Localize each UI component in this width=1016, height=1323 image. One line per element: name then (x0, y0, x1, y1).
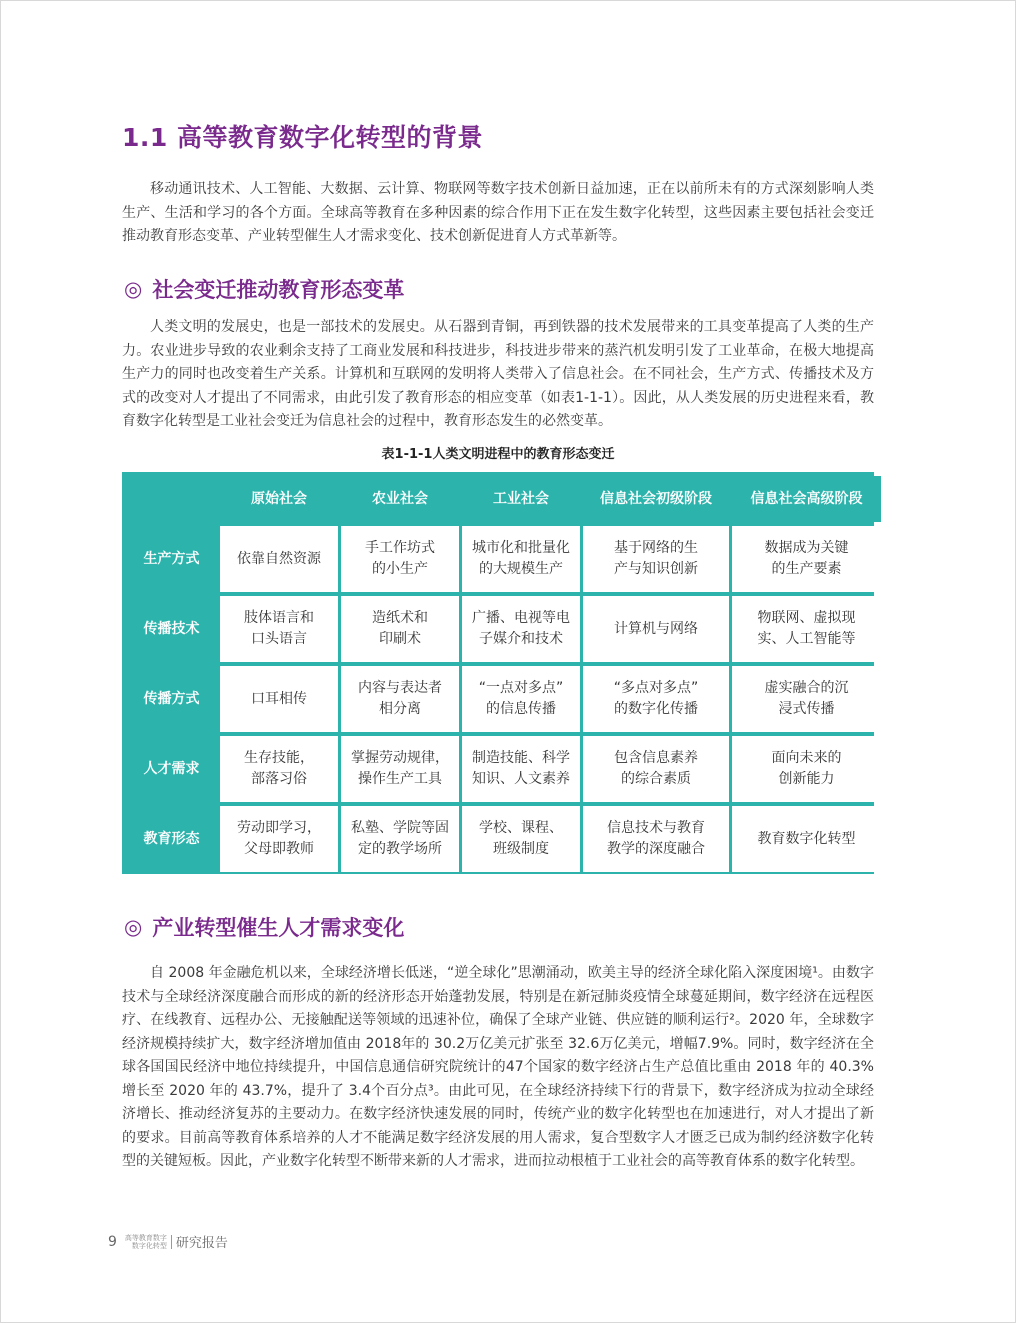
section1-paragraph: 人类文明的发展史，也是一部技术的发展史。从石器到青铜，再到铁器的技术发展带来的工具变革提高了人类的生产力。农业进步导致的农业剩余支持了工商业发展和科技进步，科技进步带来的蒸汽机发明引发了工业革命，在极大地提高生产力的同时也改变着生产关系。计算机和互联网的发明将人类带入了信息社会。在不同社会，生产方式、传播技术及方式的改变对人才提出了不同需求，由此引发了教育形态的相应变革（如表1-1-1）。因此，从人类发展的历史进程来看，教育数字化转型是工业社会变迁为信息社会的过程中，教育形态发生的必然变革。 (122, 319, 874, 429)
table-corner-cell (126, 476, 217, 522)
row-header: 教育形态 (126, 806, 217, 872)
table-cell: 包含信息素养 的综合素质 (583, 736, 729, 802)
table-cell: 口耳相传 (220, 666, 338, 732)
intro-paragraph: 移动通讯技术、人工智能、大数据、云计算、物联网等数字技术创新日益加速，正在以前所未有的方式深刻影响人类生产、生活和学习的各个方面。全球高等教育在多种因素的综合作用下正在发生数字化转型，这些因素主要包括社会变迁推动教育形态变革、产业转型催生人才需求变化、技术创新促进育人方式革新等。 (122, 181, 874, 244)
row-header: 传播方式 (126, 666, 217, 732)
column-header: 工业社会 (462, 476, 580, 522)
column-header: 信息社会初级阶段 (583, 476, 729, 522)
table-cell: 数据成为关键 的生产要素 (732, 526, 881, 592)
column-header: 农业社会 (341, 476, 459, 522)
table-cell: 虚实融合的沉 浸式传播 (732, 666, 881, 732)
table-cell: 物联网、虚拟现 实、人工智能等 (732, 596, 881, 662)
table-cell: 信息技术与教育 教学的深度融合 (583, 806, 729, 872)
table-caption: 表1-1-1人类文明进程中的教育形态变迁 (381, 447, 615, 462)
column-header: 原始社会 (220, 476, 338, 522)
footer-brand-line: 高等教育数字 (124, 1233, 167, 1242)
table-cell: 城市化和批量化 的大规模生产 (462, 526, 580, 592)
table-cell: 内容与表达者 相分离 (341, 666, 459, 732)
footer-brand (125, 1234, 167, 1250)
table-cell: “一点对多点” 的信息传播 (462, 666, 580, 732)
footer-report-label: 研究报告 (175, 1236, 228, 1251)
table-cell: 生存技能， 部落习俗 (220, 736, 338, 802)
table-cell: 广播、电视等电 子媒介和技术 (462, 596, 580, 662)
table-cell: 制造技能、科学 知识、人文素养 (462, 736, 580, 802)
table-cell: 依靠自然资源 (220, 526, 338, 592)
column-header: 信息社会高级阶段 (732, 476, 881, 522)
page-footer (108, 1232, 228, 1251)
section2-heading-text: 产业转型催生人才需求变化 (152, 916, 405, 940)
table-cell: 手工作坊式 的小生产 (341, 526, 459, 592)
footer-brand-line: 数字化转型 (131, 1241, 167, 1250)
education-form-table (122, 472, 874, 874)
table-cell: 面向未来的 创新能力 (732, 736, 881, 802)
section2-paragraph: 自 2008 年金融危机以来，全球经济增长低迷，“逆全球化”思潮涌动，欧美主导的经济全球化陷入深度困境¹。由数字技术与全球经济深度融合而形成的新的经济形态开始蓬勃发展，特别是在新冠肺炎疫情全球蔓延期间，数字经济在远程医疗、在线教育、远程办公、无接触配送等领域的迅速补位，确保了全球产业链、供应链的顺利运行²。2020 年，全球数字经济规模持续扩大，数字经济增加值由 2018年的 30.2万亿美元扩张至 32.6万亿美元，增幅7.9%。同时，数字经济在全球各国国民经济中地位持续提升，中国信息通信研究院统计的47个国家的数字经济占生产总值比重由 2018 年的 40.3% 增长至 2020 年的 43.7%，提升了 3.4个百分点³。由此可见，在全球经济持续下行的背景下，数字经济成为拉动全球经济增长、推动经济复苏的主要动力。在数字经济快速发展的同时，传统产业的数字化转型也在加速进行，对人才提出了新的要求。目前高等教育体系培养的人才不能满足数字经济发展的用人需求，复合型数字人才匮乏已成为制约经济数字化转型的关键短板。因此，产业数字化转型不断带来新的人才需求，进而拉动根植于工业社会的高等教育体系的数字化转型。 (122, 965, 874, 1169)
row-header: 生产方式 (126, 526, 217, 592)
row-header: 人才需求 (126, 736, 217, 802)
table-cell: 计算机与网络 (583, 596, 729, 662)
footer-divider (171, 1235, 172, 1249)
circle-bullet-icon: ◎ (124, 277, 143, 301)
section-title: 1.1 高等教育数字化转型的背景 (122, 123, 483, 152)
table-cell: 基于网络的生 产与知识创新 (583, 526, 729, 592)
table-cell: “多点对多点” 的数字化传播 (583, 666, 729, 732)
table-cell: 私塾、学院等固 定的教学场所 (341, 806, 459, 872)
table-cell: 学校、课程、 班级制度 (462, 806, 580, 872)
section2-heading (124, 912, 404, 942)
section1-heading (124, 274, 404, 304)
row-header: 传播技术 (126, 596, 217, 662)
table-cell: 肢体语言和 口头语言 (220, 596, 338, 662)
table-cell: 教育数字化转型 (732, 806, 881, 872)
table-cell: 劳动即学习， 父母即教师 (220, 806, 338, 872)
circle-bullet-icon: ◎ (124, 915, 143, 939)
section1-heading-text: 社会变迁推动教育形态变革 (152, 278, 405, 302)
table-cell: 掌握劳动规律， 操作生产工具 (341, 736, 459, 802)
table-cell: 造纸术和 印刷术 (341, 596, 459, 662)
page-number: 9 (108, 1233, 117, 1250)
